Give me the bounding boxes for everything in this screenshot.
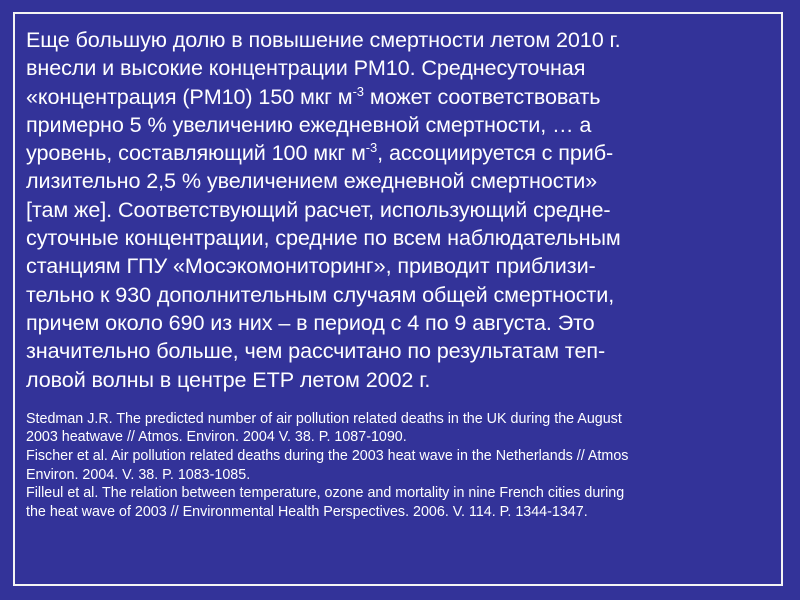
main-text-segment: [там же]. Соответствующий расчет, использующий средне- <box>26 196 611 222</box>
main-text-segment: , ассоциируется с приб- <box>377 140 614 166</box>
main-paragraph <box>26 26 778 394</box>
reference-line: the heat wave of 2003 // Environmental Health Perspectives. 2006. V. 114. P. 1344-1347. <box>26 503 588 520</box>
main-text-segment: причем около 690 из них – в период с 4 по 9 августа. Это <box>26 309 595 335</box>
main-text-line <box>26 337 778 365</box>
main-text-segment: ловой волны в центре ЕТР летом 2002 г. <box>26 366 431 392</box>
main-text-segment: лизительно 2,5 % увеличением ежедневной смертности» <box>26 168 598 194</box>
main-text-line <box>26 309 778 337</box>
main-text-segment: может соответствовать <box>363 83 601 109</box>
main-text-segment: суточные концентрации, средние по всем наблюдательным <box>26 225 621 251</box>
main-text-line <box>26 167 778 195</box>
main-text-line <box>26 26 778 54</box>
main-text-line <box>26 366 778 394</box>
main-text-line <box>26 139 778 167</box>
reference-item <box>26 447 778 484</box>
reference-line: Stedman J.R. The predicted number of air pollution related deaths in the UK during the August <box>26 410 622 427</box>
superscript-text: -3 <box>352 83 364 99</box>
main-text-line <box>26 83 778 111</box>
main-text-line <box>26 196 778 224</box>
main-text-segment: значительно больше, чем рассчитано по результатам теп- <box>26 338 606 364</box>
main-text-segment: Еще большую долю в повышение смертности летом 2010 г. <box>26 27 621 52</box>
reference-line: Environ. 2004. V. 38. P. 1083-1085. <box>26 466 251 483</box>
main-text-segment: тельно к 930 дополнительным случаям общей смертности, <box>26 281 615 307</box>
main-text-segment: станциям ГПУ «Мосэкомониторинг», приводит приблизи- <box>26 253 596 279</box>
main-text-segment: примерно 5 % увеличению ежедневной смертности, … а <box>26 111 592 137</box>
reference-item <box>26 410 778 447</box>
main-text-line <box>26 54 778 82</box>
reference-line: Filleul et al. The relation between temperature, ozone and mortality in nine French cities during <box>26 485 625 502</box>
reference-line: 2003 heatwave // Atmos. Environ. 2004 V. 38. P. 1087-1090. <box>26 429 407 446</box>
main-text-line <box>26 252 778 280</box>
main-text-segment: «концентрация (PM10) 150 мкг м <box>26 83 353 109</box>
main-text-line <box>26 224 778 252</box>
main-text-segment: уровень, составляющий 100 мкг м <box>26 140 366 166</box>
reference-item <box>26 484 778 521</box>
main-text-segment: внесли и высокие концентрации PM10. Среднесуточная <box>26 55 586 81</box>
reference-line: Fischer et al. Air pollution related deaths during the 2003 heat wave in the Netherlands // Atmos <box>26 448 629 465</box>
references-list <box>26 410 778 522</box>
superscript-text: -3 <box>365 140 378 155</box>
slide-content <box>26 26 778 521</box>
main-text-line <box>26 281 778 309</box>
main-text-line <box>26 111 778 139</box>
